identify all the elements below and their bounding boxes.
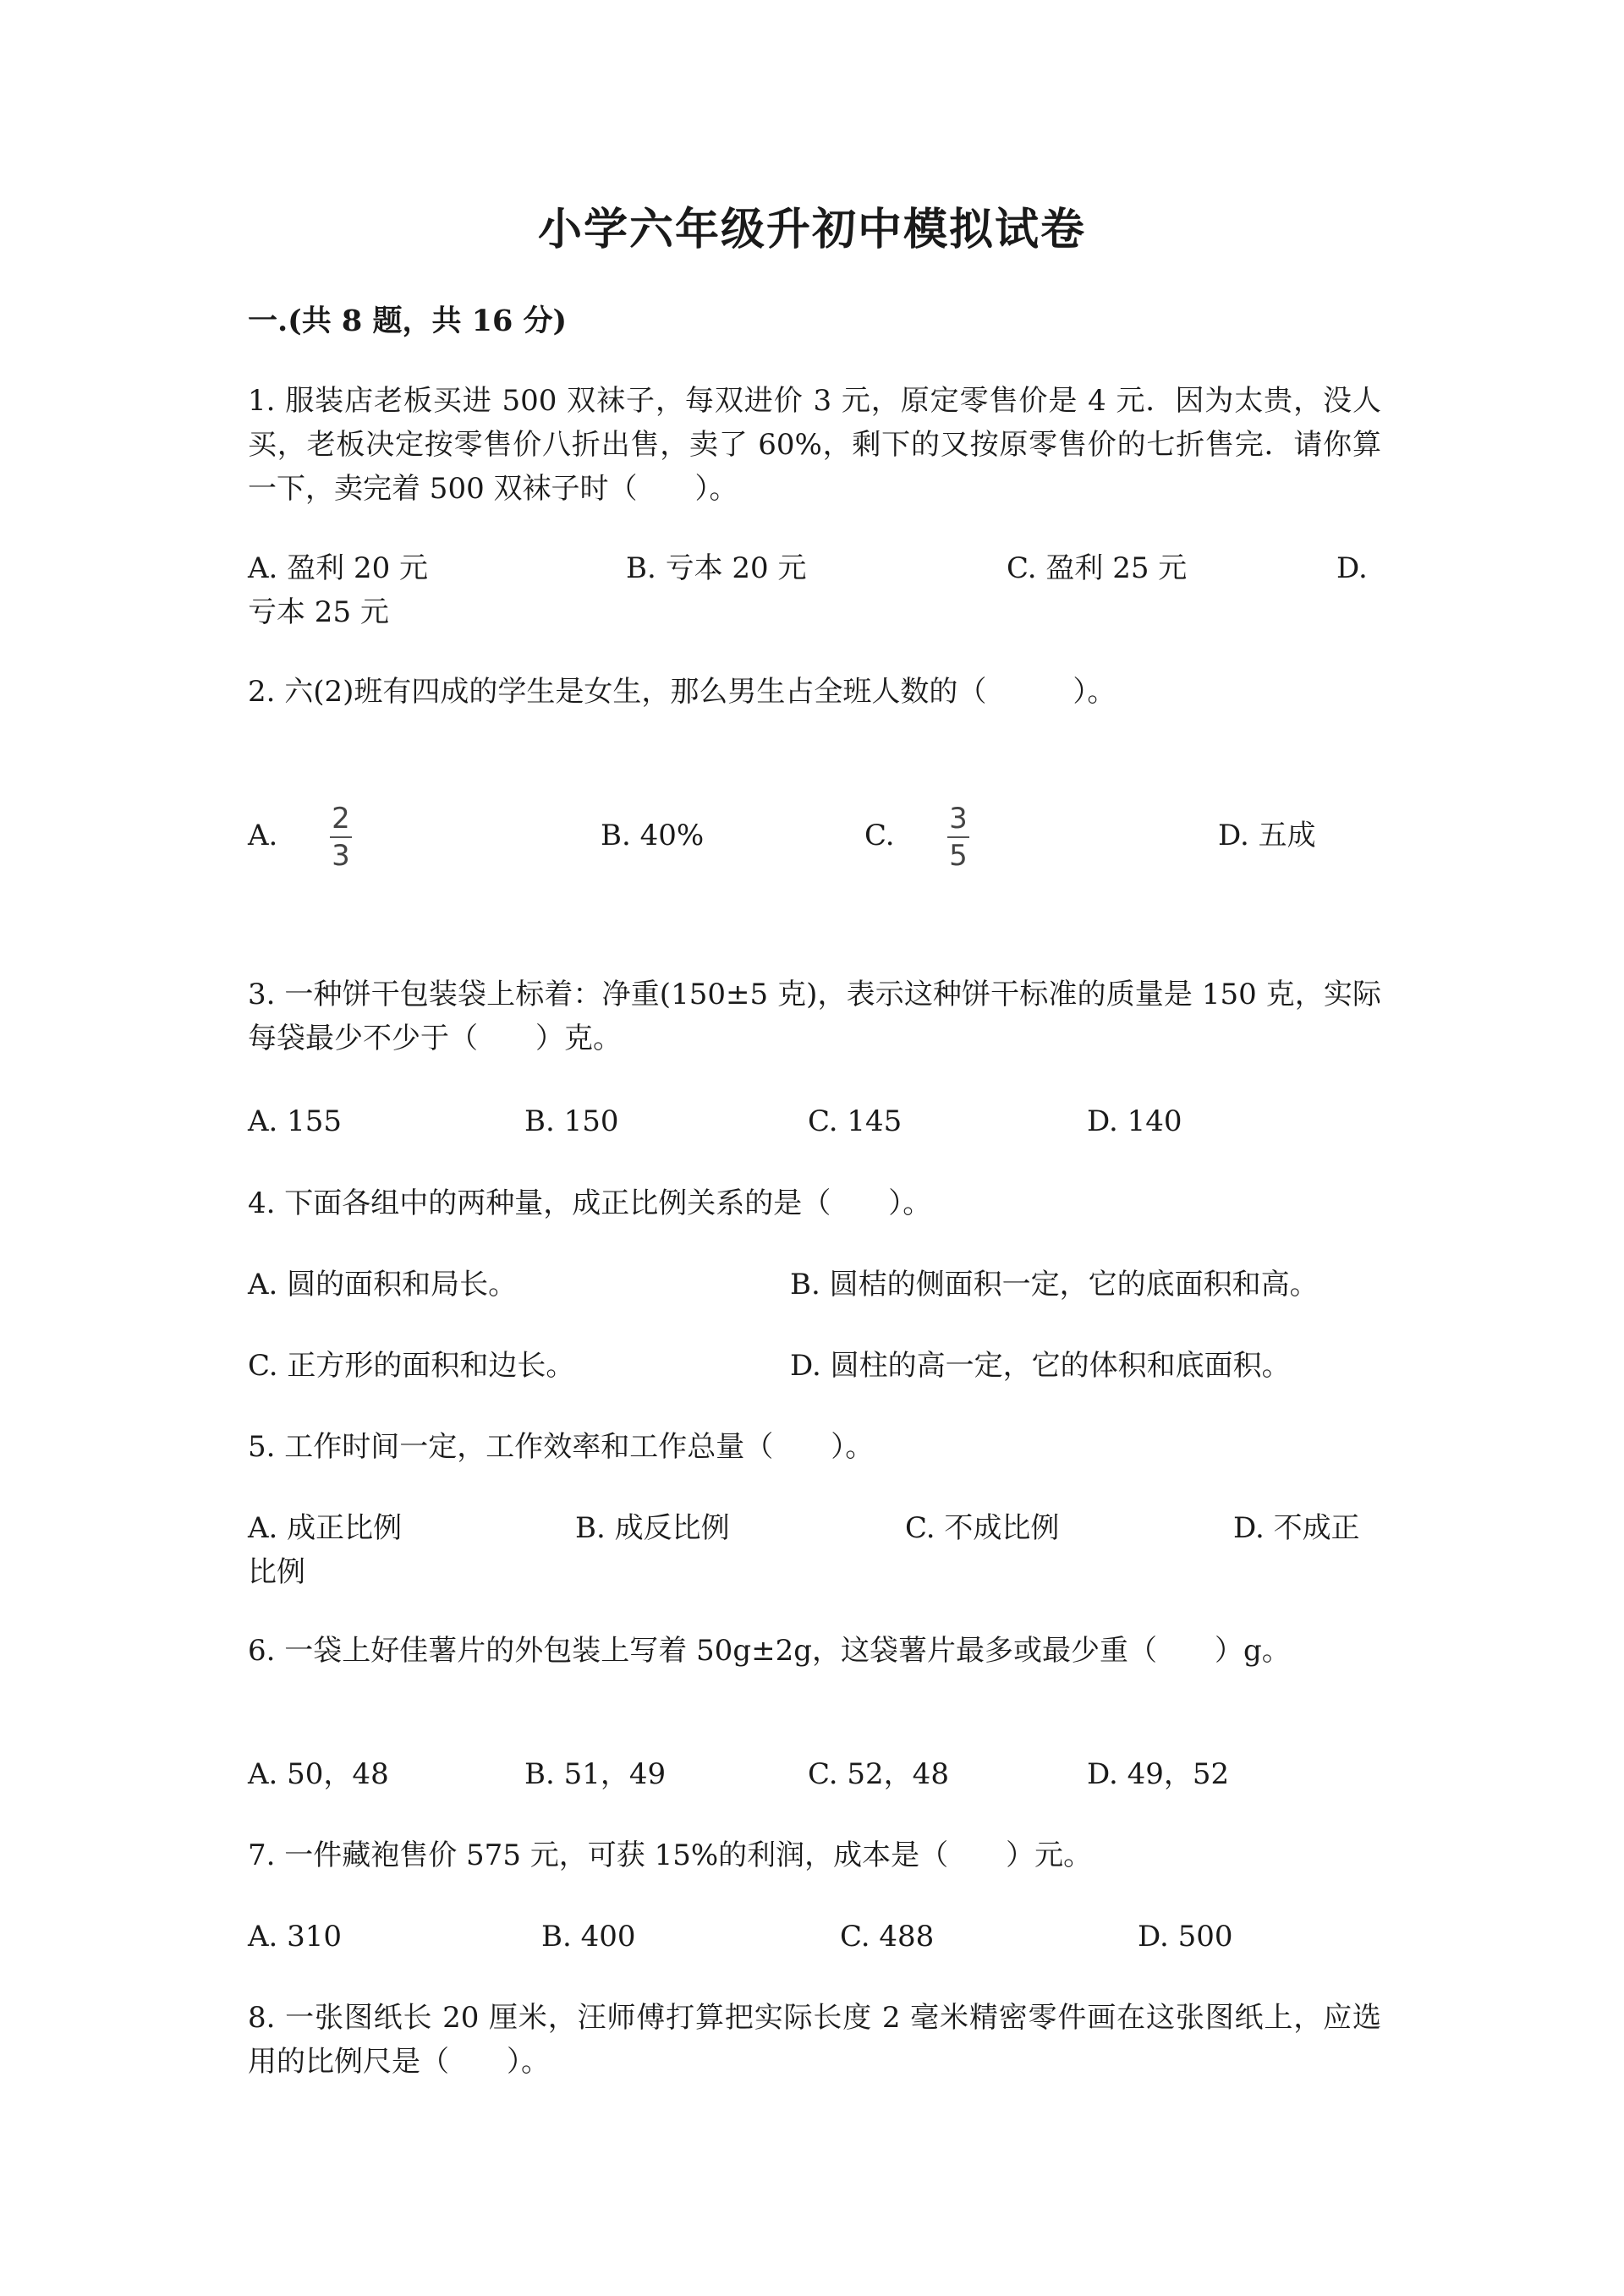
question-2-text: 2. 六(2)班有四成的学生是女生，那么男生占全班人数的（ ）。 — [248, 675, 1116, 709]
question-1-text: 1. 服装店老板买进 500 双袜子，每双进价 3 元，原定零售价是 4 元．因为太贵，没人买，老板决定按零售价八折出售，卖了 60%，剩下的又按原零售价的七折售完．请你算一下，卖完着 500 双袜子时（ ）。 — [248, 384, 1381, 506]
q1-option-d-text: 亏本 25 元 — [248, 595, 389, 629]
q4-option-c[interactable]: C. 正方形的面积和边长。 — [248, 1349, 575, 1383]
q6-option-b[interactable]: B. 51，49 — [524, 1757, 667, 1791]
q7-option-a[interactable]: A. 310 — [248, 1920, 343, 1954]
q3-option-c[interactable]: C. 145 — [808, 1104, 903, 1138]
q6-option-c[interactable]: C. 52，48 — [808, 1757, 949, 1791]
question-8-text: 8. 一张图纸长 20 厘米，汪师傅打算把实际长度 2 毫米精密零件画在这张图纸上，应选用的比例尺是（ ）。 — [248, 2001, 1381, 2079]
q5-option-d-text: 比例 — [248, 1555, 305, 1589]
q7-option-d[interactable]: D. 500 — [1138, 1920, 1233, 1954]
fraction-numerator: 3 — [949, 802, 968, 836]
q2-option-a[interactable]: A. — [248, 819, 278, 852]
q2-option-b[interactable]: B. 40% — [601, 819, 705, 852]
fraction-bar — [330, 836, 352, 838]
q7-option-b[interactable]: B. 400 — [541, 1920, 636, 1954]
fraction-bar — [947, 836, 969, 838]
question-3-text: 3. 一种饼干包装袋上标着：净重(150±5 克)，表示这种饼干标准的质量是 150 克，实际每袋最少不少于（ ）克。 — [248, 978, 1381, 1055]
fraction-two-thirds — [330, 802, 352, 873]
question-4-text: 4. 下面各组中的两种量，成正比例关系的是（ ）。 — [248, 1186, 932, 1220]
question-6-text: 6. 一袋上好佳薯片的外包装上写着 50g±2g，这袋薯片最多或最少重（ ）g。 — [248, 1634, 1291, 1668]
fraction-denominator: 3 — [332, 839, 350, 873]
q1-option-b[interactable]: B. 亏本 20 元 — [626, 551, 807, 585]
q4-option-a[interactable]: A. 圆的面积和局长。 — [248, 1268, 518, 1301]
fraction-three-fifths — [947, 802, 969, 873]
question-7-text: 7. 一件藏袍售价 575 元，可获 15%的利润，成本是（ ）元。 — [248, 1838, 1093, 1872]
q1-option-a[interactable]: A. 盈利 20 元 — [248, 551, 429, 585]
fraction-denominator: 5 — [949, 839, 968, 873]
q3-option-d[interactable]: D. 140 — [1087, 1104, 1182, 1138]
q7-option-c[interactable]: C. 488 — [840, 1920, 935, 1954]
q5-option-d[interactable]: D. 不成正 — [1233, 1511, 1360, 1545]
section-heading: 一.(共 8 题，共 16 分) — [248, 304, 568, 338]
q6-option-d[interactable]: D. 49，52 — [1087, 1757, 1230, 1791]
page-title: 小学六年级升初中模拟试卷 — [537, 204, 1086, 255]
question-5-text: 5. 工作时间一定，工作效率和工作总量（ ）。 — [248, 1430, 875, 1464]
q2-option-c[interactable]: C. — [864, 819, 895, 852]
q1-option-c[interactable]: C. 盈利 25 元 — [1007, 551, 1188, 585]
q5-option-a[interactable]: A. 成正比例 — [248, 1511, 403, 1545]
q3-option-b[interactable]: B. 150 — [524, 1104, 619, 1138]
q6-option-a[interactable]: A. 50，48 — [248, 1757, 389, 1791]
q4-option-d[interactable]: D. 圆柱的高一定，它的体积和底面积。 — [790, 1349, 1291, 1383]
q5-option-c[interactable]: C. 不成比例 — [905, 1511, 1060, 1545]
q1-option-d[interactable]: D. — [1336, 551, 1368, 585]
q5-option-b[interactable]: B. 成反比例 — [575, 1511, 730, 1545]
q4-option-b[interactable]: B. 圆桔的侧面积一定，它的底面积和高。 — [790, 1268, 1319, 1301]
q2-option-d[interactable]: D. 五成 — [1218, 819, 1316, 852]
q3-option-a[interactable]: A. 155 — [248, 1104, 343, 1138]
fraction-numerator: 2 — [332, 802, 350, 836]
